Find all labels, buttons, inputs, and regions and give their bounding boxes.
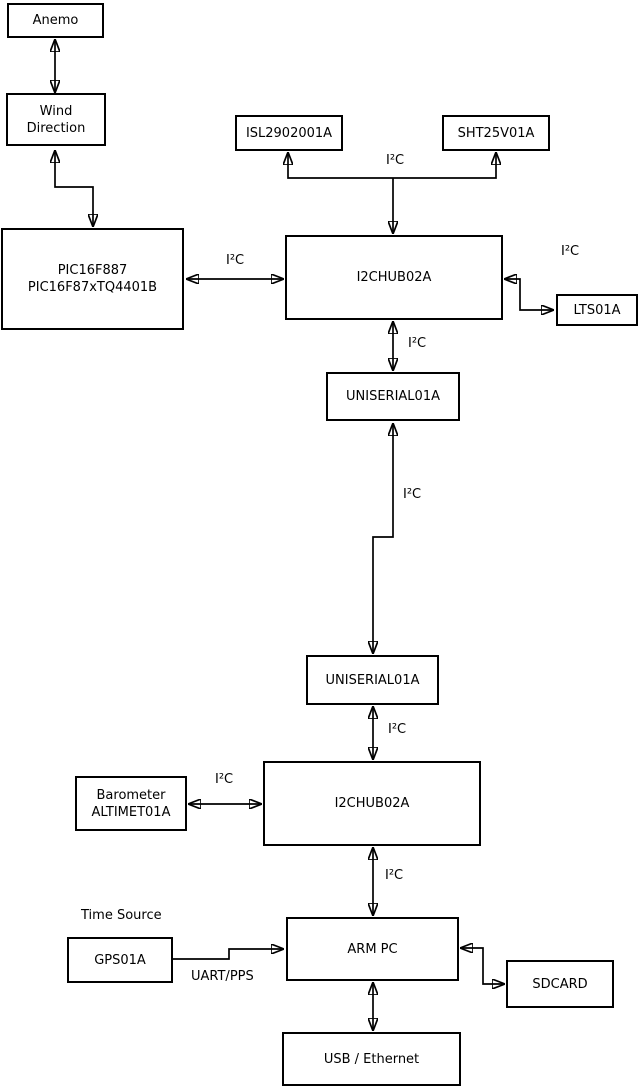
edge-label-lts-i2c: I²C xyxy=(561,244,580,259)
node-label-line2: ALTIMET01A xyxy=(91,804,171,820)
annotation-time-source: Time Source xyxy=(81,908,162,923)
node-sdcard xyxy=(506,960,614,1008)
node-label: UNISERIAL01A xyxy=(346,389,440,404)
node-label: USB / Ethernet xyxy=(323,1051,420,1067)
node-sht25v01a xyxy=(442,115,550,151)
node-label-line2: Direction xyxy=(26,120,86,136)
node-label-line1: Barometer xyxy=(96,787,166,803)
node-label: GPS01A xyxy=(94,952,146,968)
edge-label-hub-uniserial-i2c: I²C xyxy=(408,336,427,351)
node-i2chub-bottom xyxy=(263,761,481,846)
node-label: ISL2902001A xyxy=(245,125,333,141)
node-label: UNISERIAL01A xyxy=(325,672,420,688)
node-lts01a xyxy=(556,294,638,326)
edge-armpc-sdcard xyxy=(461,948,504,984)
node-label-line2: PIC16F87xTQ4401B xyxy=(27,280,158,295)
node-uniserial-top xyxy=(326,372,460,421)
node-label: I2CHUB02A xyxy=(356,270,432,285)
node-anemo xyxy=(7,3,104,38)
node-isl2902001a xyxy=(235,115,343,151)
edge-i2chub-top-lts xyxy=(505,279,553,310)
node-wind-direction xyxy=(6,93,106,146)
node-label: SHT25V01A xyxy=(457,125,535,141)
node-label: I2CHUB02A xyxy=(334,796,410,811)
node-label-line1: Wind xyxy=(39,103,73,119)
node-label-line1: PIC16F887 xyxy=(57,263,128,278)
node-i2chub-top xyxy=(285,235,503,320)
edge-label-sensors-i2c: I²C xyxy=(386,153,405,168)
node-gps01a xyxy=(67,937,173,983)
node-arm-pc xyxy=(286,917,459,981)
node-usb-ethernet xyxy=(282,1032,461,1086)
node-label: Anemo xyxy=(32,13,79,28)
edge-uniserial-link xyxy=(373,424,393,653)
edge-label-uart-pps: UART/PPS xyxy=(191,969,254,984)
node-label: SDCARD xyxy=(532,976,588,992)
node-label: LTS01A xyxy=(573,302,621,318)
edge-label-uniserial-link-i2c: I²C xyxy=(403,487,422,502)
edge-label-pic-hub-i2c: I²C xyxy=(226,253,245,268)
node-pic16f887 xyxy=(1,228,184,330)
edge-label-hub2-arm-i2c: I²C xyxy=(385,868,404,883)
edge-gps-armpc xyxy=(173,949,283,959)
edge-label-uniserial-hub2-i2c: I²C xyxy=(388,722,407,737)
edge-label-barometer-i2c: I²C xyxy=(215,772,234,787)
node-barometer xyxy=(75,776,187,831)
node-uniserial-bottom xyxy=(306,655,439,705)
node-label: ARM PC xyxy=(347,941,398,957)
edge-winddirection-pic xyxy=(55,151,93,226)
